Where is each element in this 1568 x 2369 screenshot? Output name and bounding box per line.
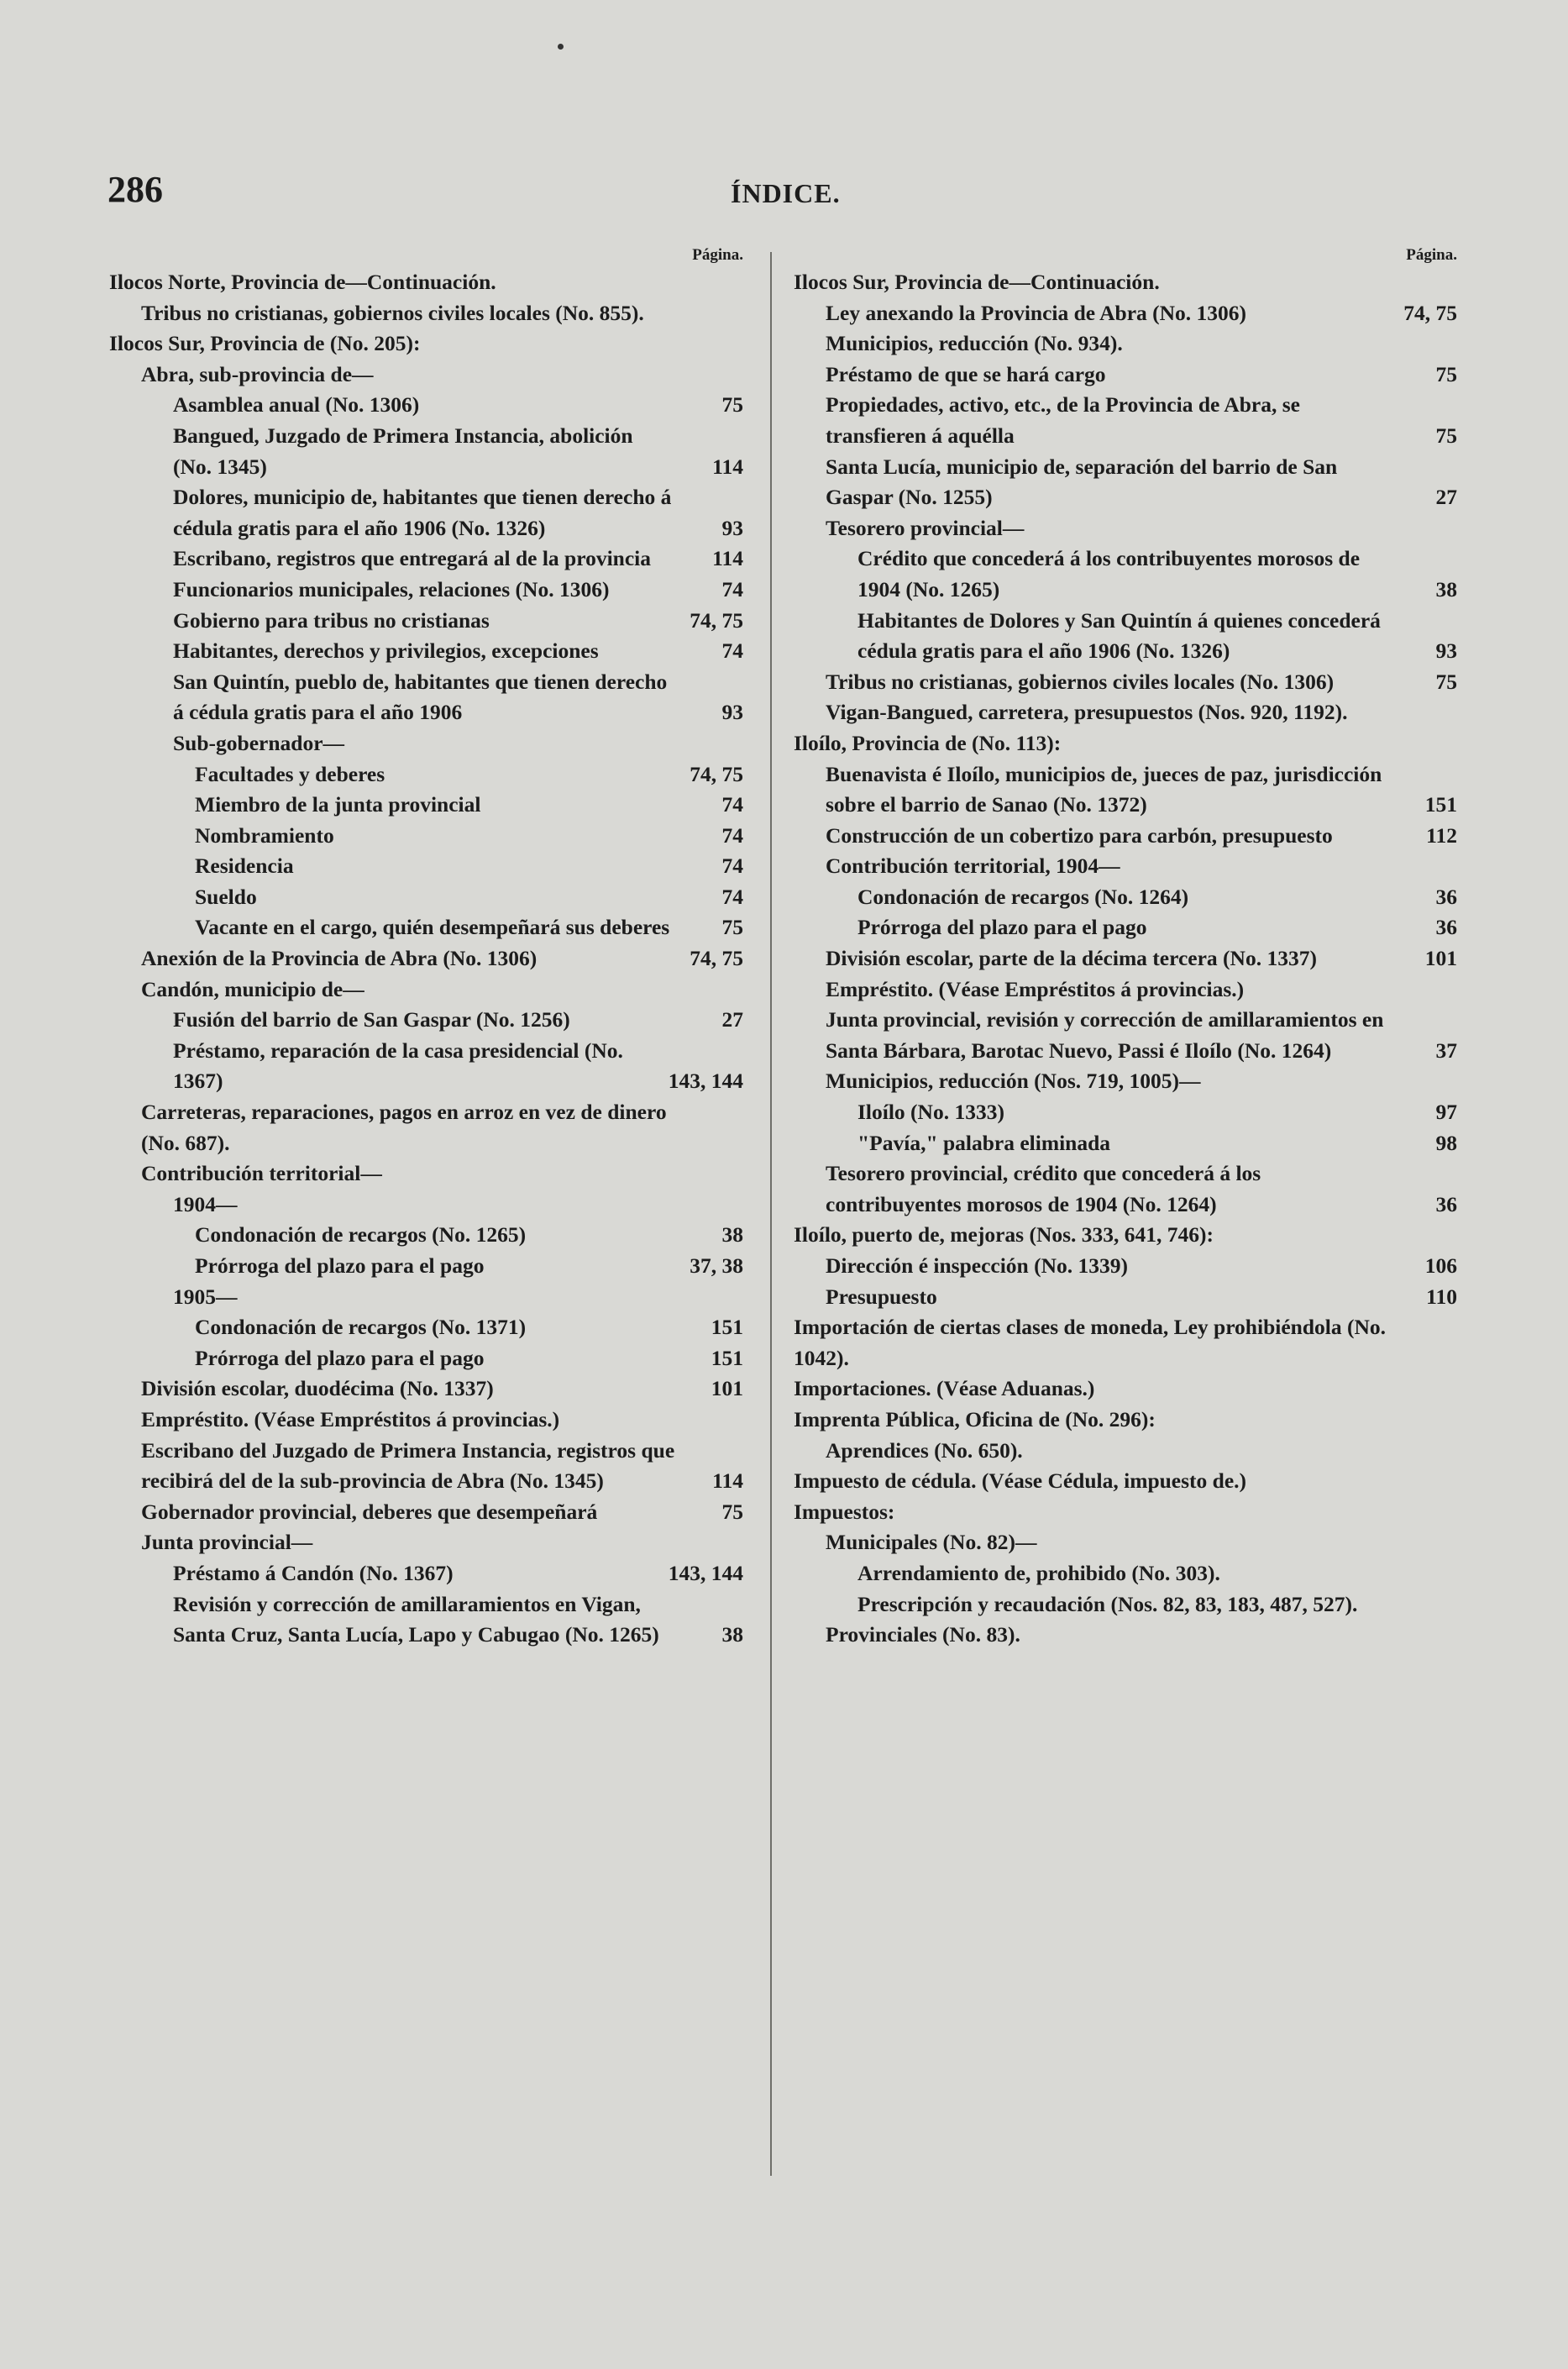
entry-text: Préstamo, reparación de la casa presidencial (No. 1367) bbox=[173, 1037, 623, 1094]
index-entry bbox=[794, 1466, 1457, 1497]
index-entry bbox=[794, 1220, 1457, 1251]
entry-page-ref: 97 bbox=[1435, 1100, 1457, 1125]
entry-page-ref: 36 bbox=[1435, 1191, 1457, 1216]
index-entry bbox=[109, 1190, 743, 1221]
entry-text: Candón, municipio de— bbox=[141, 976, 364, 1001]
entry-text: Prórroga del plazo para el pago bbox=[195, 1253, 485, 1278]
entry-text: Vigan-Bangued, carretera, presupuestos (Nos. 920, 1192). bbox=[826, 700, 1348, 725]
entry-text: 1905— bbox=[173, 1284, 238, 1309]
entry-text: Anexión de la Provincia de Abra (No. 1306) bbox=[141, 946, 538, 971]
entry-page-ref: 75 bbox=[1435, 361, 1457, 386]
entry-text: Revisión y corrección de amillaramientos en Vigan, Santa Cruz, Santa Lucía, Lapo y Cabugao (No. 1265) bbox=[173, 1591, 659, 1647]
index-entry bbox=[109, 606, 743, 637]
entry-text: Escribano, registros que entregará al de la provincia bbox=[173, 546, 652, 571]
entry-text: Municipios, reducción (No. 934). bbox=[826, 331, 1123, 356]
entry-text: Condonación de recargos (No. 1265) bbox=[195, 1222, 527, 1248]
index-entry bbox=[794, 697, 1457, 728]
index-entry bbox=[109, 1005, 743, 1036]
index-entry bbox=[794, 912, 1457, 943]
entry-text: Buenavista é Iloílo, municipios de, jueces de paz, jurisdicción sobre el barrio de Sanao (No. 1372) bbox=[826, 761, 1382, 817]
entry-text: Tesorero provincial— bbox=[826, 515, 1025, 540]
entry-text: Bangued, Juzgado de Primera Instancia, abolición (No. 1345) bbox=[173, 423, 633, 479]
index-entry bbox=[109, 667, 743, 728]
index-entry bbox=[109, 759, 743, 791]
entry-text: Fusión del barrio de San Gaspar (No. 1256) bbox=[173, 1007, 570, 1032]
entry-text: Municipios, reducción (Nos. 719, 1005)— bbox=[826, 1069, 1201, 1094]
entry-text: Contribución territorial, 1904— bbox=[826, 854, 1120, 879]
entry-page-ref: 36 bbox=[1435, 915, 1457, 940]
ink-speck bbox=[558, 44, 564, 50]
index-entry bbox=[109, 821, 743, 852]
entry-page-ref: 98 bbox=[1435, 1130, 1457, 1155]
entry-text: Iloílo, Provincia de (No. 113): bbox=[794, 730, 1062, 755]
index-entry bbox=[109, 1589, 743, 1651]
index-entry bbox=[794, 390, 1457, 451]
running-head: ÍNDICE. bbox=[731, 178, 841, 208]
entry-text: Dolores, municipio de, habitantes que tienen derecho á cédula gratis para el año 1906 (No. 1326) bbox=[173, 485, 672, 540]
entry-text: Funcionarios municipales, relaciones (No. 1306) bbox=[173, 576, 610, 601]
entry-text: Empréstito. (Véase Empréstitos á provincias.) bbox=[141, 1406, 560, 1431]
index-column-right bbox=[794, 244, 1457, 1651]
index-entry bbox=[109, 267, 743, 298]
entry-text: Iloílo, puerto de, mejoras (Nos. 333, 641, 746): bbox=[794, 1222, 1214, 1248]
index-entry bbox=[794, 1589, 1457, 1620]
index-entry bbox=[794, 606, 1457, 667]
entry-page-ref: 114 bbox=[712, 454, 743, 479]
entry-page-ref: 151 bbox=[1424, 792, 1457, 817]
entry-text: Dirección é inspección (No. 1339) bbox=[826, 1253, 1129, 1278]
index-entry bbox=[794, 1497, 1457, 1528]
index-entry bbox=[109, 636, 743, 667]
entry-page-ref: 74, 75 bbox=[1403, 300, 1457, 325]
index-entry bbox=[109, 1527, 743, 1558]
page-number: 286 bbox=[108, 169, 163, 210]
entry-page-ref: 36 bbox=[1435, 884, 1457, 909]
entry-text: Junta provincial— bbox=[141, 1530, 313, 1555]
entry-text: Prescripción y recaudación (Nos. 82, 83, 183, 487, 527). bbox=[857, 1591, 1358, 1616]
entry-text: Asamblea anual (No. 1306) bbox=[173, 392, 420, 418]
entry-text: Sueldo bbox=[195, 884, 257, 909]
index-entry bbox=[109, 1036, 743, 1097]
entry-text: Ilocos Sur, Provincia de—Continuación. bbox=[794, 270, 1160, 294]
index-entry bbox=[109, 1220, 743, 1251]
index-entry bbox=[109, 575, 743, 606]
entry-page-ref: 143, 144 bbox=[668, 1069, 743, 1094]
entry-text: Prórroga del plazo para el pago bbox=[857, 915, 1147, 940]
index-entry bbox=[794, 1374, 1457, 1405]
entry-page-ref: 75 bbox=[1435, 423, 1457, 448]
index-entry bbox=[794, 821, 1457, 852]
entry-text: San Quintín, pueblo de, habitantes que tienen derecho á cédula gratis para el año 1906 bbox=[173, 669, 668, 725]
entry-page-ref: 37, 38 bbox=[690, 1253, 743, 1278]
entry-text: Impuestos: bbox=[794, 1499, 895, 1524]
entry-page-ref: 75 bbox=[721, 392, 743, 418]
index-entry bbox=[794, 1527, 1457, 1558]
index-entry bbox=[109, 1436, 743, 1497]
entry-text: Gobierno para tribus no cristianas bbox=[173, 607, 490, 633]
entry-page-ref: 93 bbox=[721, 515, 743, 540]
entry-text: Prórroga del plazo para el pago bbox=[195, 1345, 485, 1370]
index-entry bbox=[794, 1066, 1457, 1097]
index-entry bbox=[109, 790, 743, 821]
index-entry bbox=[109, 360, 743, 391]
index-entry bbox=[794, 1436, 1457, 1467]
index-entry bbox=[794, 851, 1457, 882]
entry-text: Municipales (No. 82)— bbox=[826, 1530, 1037, 1555]
entry-text: Vacante en el cargo, quién desempeñará sus deberes bbox=[195, 915, 670, 940]
index-entry bbox=[109, 1497, 743, 1528]
index-entry bbox=[109, 1312, 743, 1343]
index-entry bbox=[794, 1312, 1457, 1374]
entry-page-ref: 75 bbox=[721, 915, 743, 940]
entry-text: Importación de ciertas clases de moneda, Ley prohibiéndola (No. 1042). bbox=[794, 1315, 1387, 1370]
index-entry bbox=[794, 298, 1457, 329]
entry-page-ref: 74 bbox=[721, 576, 743, 601]
entry-text: Gobernador provincial, deberes que desempeñará bbox=[141, 1499, 598, 1524]
index-entry bbox=[794, 1128, 1457, 1159]
entry-text: Crédito que concederá á los contribuyentes morosos de 1904 (No. 1265) bbox=[857, 546, 1361, 601]
entry-page-ref: 110 bbox=[1426, 1284, 1457, 1309]
entry-text: Tribus no cristianas, gobiernos civiles locales (No. 855). bbox=[141, 300, 644, 325]
entry-page-ref: 27 bbox=[1435, 485, 1457, 510]
index-entry bbox=[109, 882, 743, 913]
index-entry bbox=[794, 513, 1457, 544]
entry-text: Sub-gobernador— bbox=[173, 730, 345, 755]
index-entry bbox=[794, 759, 1457, 821]
entry-text: Facultades y deberes bbox=[195, 761, 385, 786]
entry-text: Santa Lucía, municipio de, separación del barrio de San Gaspar (No. 1255) bbox=[826, 454, 1338, 510]
entry-text: Ilocos Norte, Provincia de—Continuación. bbox=[109, 270, 496, 294]
entry-page-ref: 38 bbox=[1435, 576, 1457, 601]
entry-page-ref: 151 bbox=[711, 1315, 743, 1340]
entry-page-ref: 114 bbox=[712, 546, 743, 571]
entry-page-ref: 38 bbox=[721, 1222, 743, 1248]
index-entry bbox=[794, 360, 1457, 391]
index-entry bbox=[794, 328, 1457, 360]
entry-text: Iloílo (No. 1333) bbox=[857, 1100, 1004, 1125]
index-entry bbox=[794, 1158, 1457, 1220]
entry-text: Miembro de la junta provincial bbox=[195, 792, 481, 817]
index-entry bbox=[109, 1251, 743, 1282]
entry-page-ref: 74, 75 bbox=[690, 946, 743, 971]
index-entry bbox=[109, 544, 743, 575]
entry-text: Tesorero provincial, crédito que concederá á los contribuyentes morosos de 1904 (No. 1264) bbox=[826, 1161, 1261, 1216]
entry-page-ref: 74, 75 bbox=[690, 761, 743, 786]
left-entries bbox=[109, 267, 743, 1651]
index-entry bbox=[794, 974, 1457, 1006]
index-entry bbox=[794, 267, 1457, 298]
entry-page-ref: 37 bbox=[1435, 1037, 1457, 1063]
entry-text: Propiedades, activo, etc., de la Provincia de Abra, se transfieren á aquélla bbox=[826, 392, 1300, 448]
index-entry bbox=[794, 1405, 1457, 1436]
index-entry bbox=[109, 912, 743, 943]
entry-text: Presupuesto bbox=[826, 1284, 937, 1309]
index-entry bbox=[794, 728, 1457, 759]
entry-page-ref: 143, 144 bbox=[668, 1560, 743, 1585]
index-entry bbox=[109, 1282, 743, 1313]
entry-page-ref: 27 bbox=[721, 1007, 743, 1032]
entry-page-ref: 114 bbox=[712, 1468, 743, 1494]
index-entry bbox=[109, 851, 743, 882]
entry-text: "Pavía," palabra eliminada bbox=[857, 1130, 1111, 1155]
pagina-header-right: Página. bbox=[1406, 246, 1457, 264]
entry-text: Condonación de recargos (No. 1371) bbox=[195, 1315, 527, 1340]
entry-text: Impuesto de cédula. (Véase Cédula, impuesto de.) bbox=[794, 1468, 1247, 1494]
index-entry bbox=[109, 482, 743, 544]
column-divider bbox=[770, 252, 772, 2176]
entry-page-ref: 106 bbox=[1424, 1253, 1457, 1278]
entry-text: Imprenta Pública, Oficina de (No. 296): bbox=[794, 1406, 1156, 1431]
index-entry bbox=[794, 452, 1457, 513]
entry-text: Préstamo de que se hará cargo bbox=[826, 361, 1106, 386]
index-entry bbox=[794, 667, 1457, 698]
entry-page-ref: 112 bbox=[1426, 822, 1457, 848]
index-entry bbox=[109, 1343, 743, 1374]
index-entry bbox=[794, 882, 1457, 913]
entry-text: Contribución territorial— bbox=[141, 1161, 382, 1186]
entry-text: División escolar, duodécima (No. 1337) bbox=[141, 1376, 494, 1401]
index-entry bbox=[794, 1558, 1457, 1589]
index-entry bbox=[109, 1558, 743, 1589]
entry-text: Ilocos Sur, Provincia de (No. 205): bbox=[109, 331, 421, 356]
entry-page-ref: 74 bbox=[721, 822, 743, 848]
index-entry bbox=[109, 943, 743, 974]
entry-text: Habitantes de Dolores y San Quintín á quienes concederá cédula gratis para el año 1906 (No. 1326) bbox=[857, 607, 1381, 664]
entry-text: División escolar, parte de la décima tercera (No. 1337) bbox=[826, 946, 1317, 971]
index-entry bbox=[109, 298, 743, 329]
index-entry bbox=[109, 1158, 743, 1190]
index-entry bbox=[794, 1251, 1457, 1282]
entry-text: Condonación de recargos (No. 1264) bbox=[857, 884, 1189, 909]
entry-text: Tribus no cristianas, gobiernos civiles locales (No. 1306) bbox=[826, 669, 1335, 694]
index-entry bbox=[794, 544, 1457, 605]
entry-page-ref: 74 bbox=[721, 854, 743, 879]
pagina-header-left: Página. bbox=[692, 246, 743, 264]
entry-page-ref: 74, 75 bbox=[690, 607, 743, 633]
index-entry bbox=[794, 1097, 1457, 1128]
entry-text: Aprendices (No. 650). bbox=[826, 1437, 1023, 1463]
index-entry bbox=[109, 1405, 743, 1436]
entry-text: Residencia bbox=[195, 854, 294, 879]
entry-page-ref: 151 bbox=[711, 1345, 743, 1370]
index-entry bbox=[794, 1282, 1457, 1313]
entry-page-ref: 101 bbox=[1424, 946, 1457, 971]
entry-text: Arrendamiento de, prohibido (No. 303). bbox=[857, 1560, 1220, 1585]
entry-page-ref: 93 bbox=[721, 700, 743, 725]
entry-text: Nombramiento bbox=[195, 822, 334, 848]
entry-text: Abra, sub-provincia de— bbox=[141, 361, 374, 386]
entry-text: Préstamo á Candón (No. 1367) bbox=[173, 1560, 454, 1585]
index-entry bbox=[109, 1097, 743, 1158]
entry-page-ref: 74 bbox=[721, 792, 743, 817]
index-entry bbox=[109, 421, 743, 482]
index-entry bbox=[109, 974, 743, 1006]
entry-text: 1904— bbox=[173, 1191, 238, 1216]
entry-text: Empréstito. (Véase Empréstitos á provincias.) bbox=[826, 976, 1245, 1001]
entry-text: Escribano del Juzgado de Primera Instancia, registros que recibirá del de la sub-provincia de Abra (No. 1345) bbox=[141, 1437, 675, 1494]
entry-page-ref: 101 bbox=[711, 1376, 743, 1401]
entry-text: Construcción de un cobertizo para carbón, presupuesto bbox=[826, 822, 1333, 848]
entry-page-ref: 75 bbox=[1435, 669, 1457, 694]
entry-text: Carreteras, reparaciones, pagos en arroz en vez de dinero (No. 687). bbox=[141, 1100, 667, 1155]
index-entry bbox=[794, 1005, 1457, 1066]
index-entry bbox=[109, 328, 743, 360]
index-entry bbox=[109, 1374, 743, 1405]
entry-text: Ley anexando la Provincia de Abra (No. 1306) bbox=[826, 300, 1247, 325]
index-column-left bbox=[109, 244, 743, 1651]
entry-page-ref: 93 bbox=[1435, 638, 1457, 664]
index-entry bbox=[794, 1620, 1457, 1651]
right-entries bbox=[794, 267, 1457, 1651]
entry-page-ref: 75 bbox=[721, 1499, 743, 1524]
entry-text: Provinciales (No. 83). bbox=[826, 1622, 1020, 1647]
entry-text: Junta provincial, revisión y corrección de amillaramientos en Santa Bárbara, Barotac Nuevo, Passi é Iloílo (No. 1264) bbox=[826, 1007, 1384, 1063]
index-entry bbox=[794, 943, 1457, 974]
index-entry bbox=[109, 728, 743, 759]
entry-page-ref: 74 bbox=[721, 638, 743, 664]
entry-page-ref: 38 bbox=[721, 1622, 743, 1647]
entry-text: Importaciones. (Véase Aduanas.) bbox=[794, 1376, 1095, 1401]
entry-page-ref: 74 bbox=[721, 884, 743, 909]
index-entry bbox=[109, 390, 743, 421]
entry-text: Habitantes, derechos y privilegios, excepciones bbox=[173, 638, 599, 664]
